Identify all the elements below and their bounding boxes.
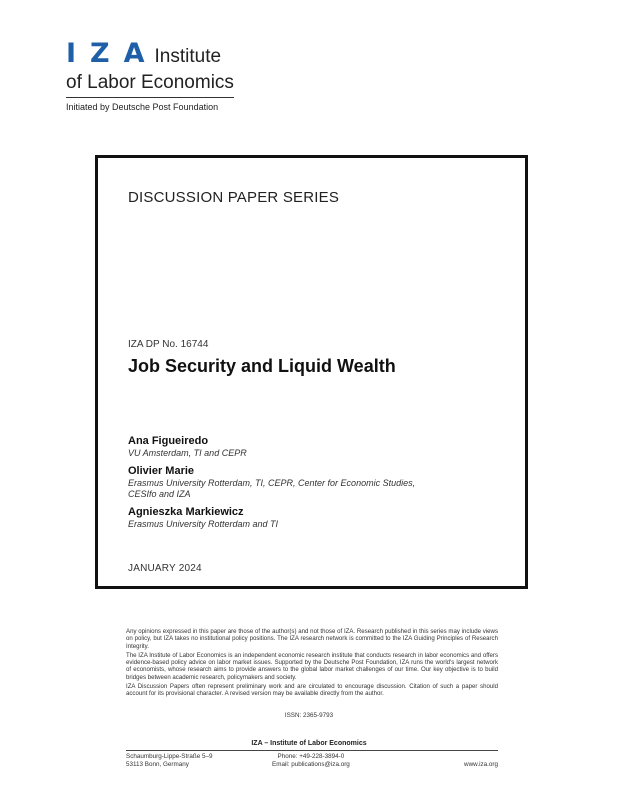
author-item [128,506,498,530]
author-item [128,435,498,459]
author-name: Olivier Marie [128,465,195,477]
disclaimer [126,628,498,700]
logo-subline: Initiated by Deutsche Post Foundation [66,102,219,112]
disclaimer-paragraph: IZA Discussion Papers often represent preliminary work and are circulated to encourage discussion. Citation of such a paper should account for its provisional character. A revised version may be available directly from the author. [126,683,498,698]
author-affiliation: Erasmus University Rotterdam and TI [128,519,279,529]
footer-email-link[interactable]: Email: publications@iza.org [272,761,350,768]
footer-website-link[interactable]: www.iza.org [464,761,498,768]
author-affiliation: Erasmus University Rotterdam, TI, CEPR, Center for Economic Studies, CESIfo and IZA [128,478,416,499]
issn: ISSN: 2365-9793 [284,712,334,719]
address-line: 53113 Bonn, Germany [126,761,189,768]
address-line: Schaumburg-Lippe-Straße 5–9 [126,753,213,760]
disclaimer-paragraph: Any opinions expressed in this paper are those of the author(s) and not those of IZA. Research published in this series may include views on policy, but IZA takes no institutional policy positions. The IZA research network is committed to the IZA Guiding Principles of Research Integrity. [126,628,498,650]
author-name: Agnieszka Markiewicz [128,506,244,518]
series-title: DISCUSSION PAPER SERIES [128,189,340,206]
paper-title: Job Security and Liquid Wealth [128,356,396,376]
author-affiliation: VU Amsterdam, TI and CEPR [128,448,247,458]
footer-phone-email [272,753,350,769]
footer-phone: Phone: +49-228-3894-0 [277,753,345,760]
publication-date: JANUARY 2024 [128,563,202,574]
footer-divider [126,750,498,751]
logo-row-top [66,40,236,71]
footer-title: IZA – Institute of Labor Economics [251,740,367,747]
cover-box [95,155,528,589]
footer-address [126,753,212,769]
author-item [128,465,498,500]
dp-number: IZA DP No. 16744 [128,339,209,350]
logo-divider [66,97,234,98]
logo-institute: Institute [154,46,222,67]
disclaimer-paragraph: The IZA Institute of Labor Economics is an independent economic research institute that conducts research in labor economics and offers evidence-based policy advice on labor market issues. Supported by the Deutsche Post Foundation, IZA runs the world's largest network of economists, whose research aims to provide answers to the global labor market challenges of our time. Our key objective is to build bridges between academic research, policymakers and society. [126,651,498,681]
logo-line2: of Labor Economics [66,72,234,93]
author-list [128,435,498,536]
logo-letters: IZA [66,38,159,69]
iza-logo [66,40,236,112]
author-name: Ana Figueiredo [128,435,209,447]
